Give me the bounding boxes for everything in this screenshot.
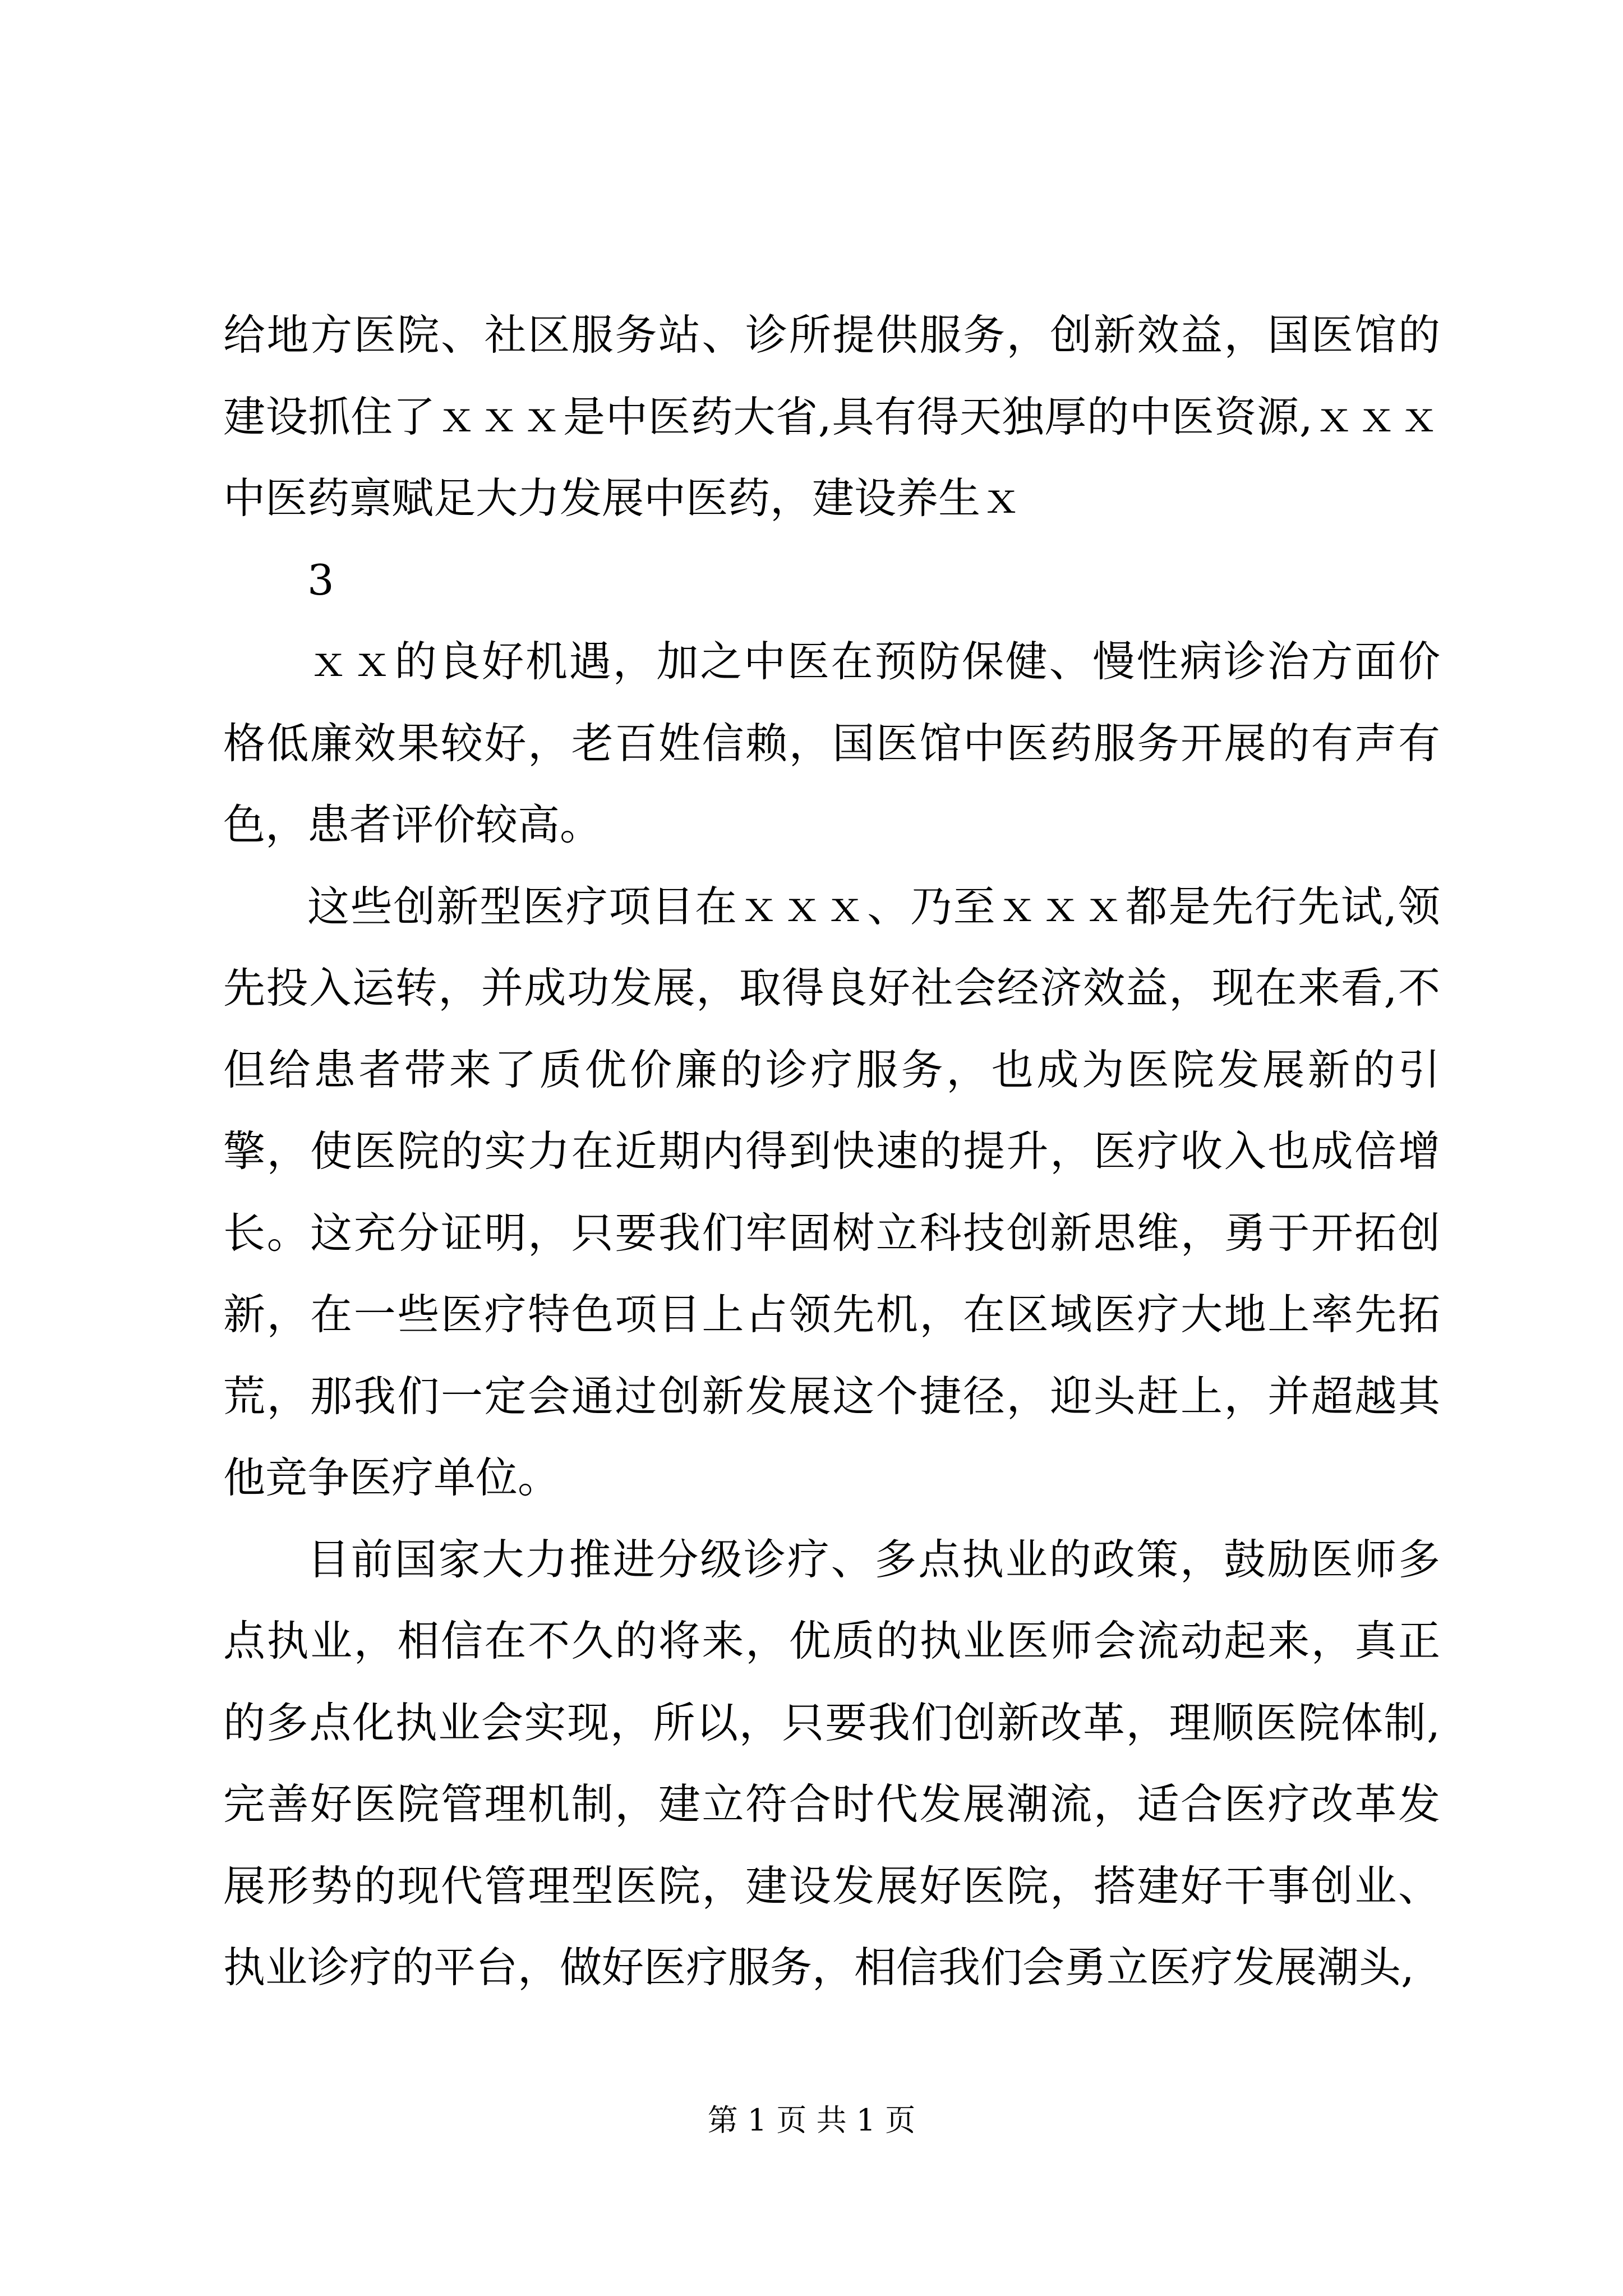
paragraph: 目前国家大力推进分级诊疗、多点执业的政策，鼓励医师多点执业，相信在不久的将来，优质的执业医师会流动起来，真正的多点化执业会实现，所以，只要我们创新改革，理顺医院体制,完善好医院管理机制，建立符合时代发展潮流，适合医疗改革发展形势的现代管理型医院，建设发展好医院，搭建好干事创业、执业诊疗的平台，做好医疗服务，相信我们会勇立医疗发展潮头,	[223, 1534, 1440, 1992]
page-number-label: 第 1 页 共 1 页	[707, 2102, 916, 2138]
paragraph: 给地方医院、社区服务站、诊所提供服务，创新效益，国医馆的建设抓住了ｘｘｘ是中医药大省,具有得天独厚的中医资源,ｘｘｘ中医药禀赋足大力发展中医药，建设养生ｘ	[223, 310, 1440, 523]
inline-page-number: 3	[307, 555, 334, 605]
paragraph: 这些创新型医疗项目在ｘｘｘ、乃至ｘｘｘ都是先行先试,领先投入运转，并成功发展，取得良好社会经济效益，现在来看,不但给患者带来了质优价廉的诊疗服务，也成为医院发展新的引擎，使医院的实力在近期内得到快速的提升，医疗收入也成倍增长。这充分证明，只要我们牢固树立科技创新思维，勇于开拓创新，在一些医疗特色项目上占领先机，在区域医疗大地上率先拓荒，那我们一定会通过创新发展这个捷径，迎头赶上，并超越其他竞争医疗单位。	[223, 881, 1440, 1502]
document-body	[223, 295, 1440, 2009]
paragraph: ｘｘ的良好机遇，加之中医在预防保健、慢性病诊治方面价格低廉效果较好，老百姓信赖，国医馆中医药服务开展的有声有色，患者评价较高。	[223, 637, 1440, 849]
page-footer	[0, 2101, 1623, 2140]
